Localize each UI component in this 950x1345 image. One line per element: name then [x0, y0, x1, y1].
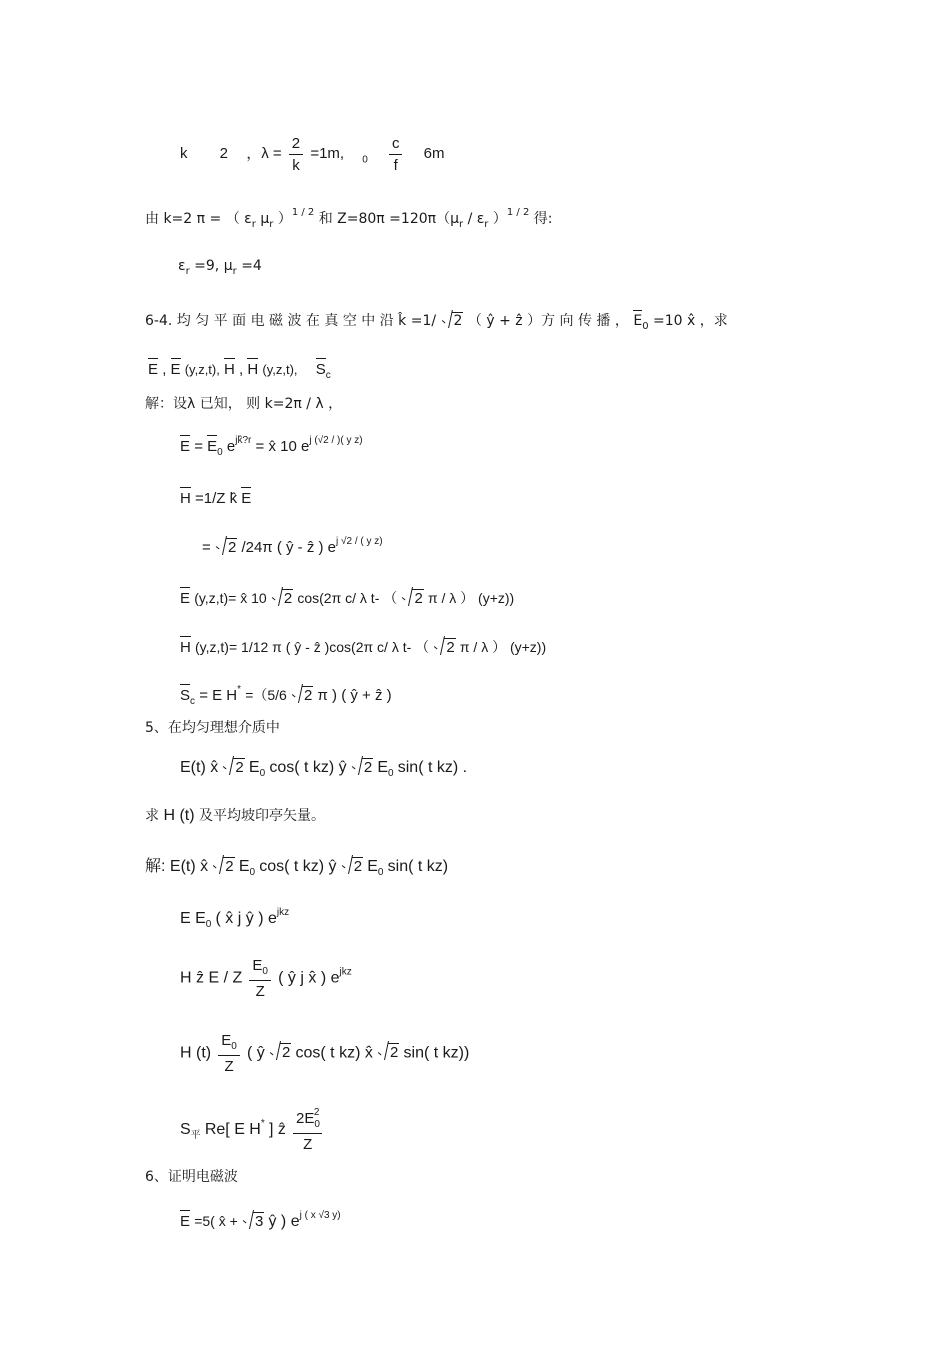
- text-segment: =4: [241, 258, 262, 274]
- sqrt: [215, 538, 237, 555]
- text-segment: 解: E(t) x̂: [145, 858, 209, 875]
- fraction-denominator: f: [393, 157, 398, 174]
- text-segment: ε: [178, 258, 186, 274]
- text-segment: (y,z,t)= 1/12 π ( ŷ - ẑ )cos(2π c/ λ t- （: [195, 639, 430, 655]
- text-segment: ] ẑ: [268, 1120, 286, 1138]
- line-2: [145, 208, 553, 230]
- section-heading: 5、在均匀理想介质中: [145, 720, 280, 736]
- text-segment: ,: [162, 361, 167, 378]
- sub-r: r: [185, 266, 190, 277]
- text-segment: (y,z,t),: [262, 362, 298, 377]
- line-16: [145, 857, 448, 878]
- vector-s: S: [180, 684, 190, 703]
- sup-half: 1 / 2: [506, 207, 530, 218]
- text-segment: Re[ E H: [204, 1120, 261, 1138]
- sqrt: [441, 312, 464, 328]
- text-segment: =5( x̂ +: [194, 1213, 238, 1229]
- sup-star: *: [260, 1117, 265, 1129]
- fraction-numerator: [218, 1033, 240, 1056]
- fraction-denominator: k: [292, 157, 300, 174]
- vector-e: E: [180, 435, 190, 454]
- text-segment: E(t) x̂: [180, 759, 219, 776]
- line-1: [180, 136, 445, 173]
- fraction-numerator: c: [389, 136, 403, 155]
- sub-c: c: [190, 696, 196, 707]
- sqrt: [222, 758, 244, 775]
- text-segment: cos(2π c/ λ t- （: [297, 590, 398, 606]
- vector-e: E: [171, 358, 181, 377]
- text-segment: ( ŷ: [247, 1044, 265, 1062]
- text-6m: 6m: [423, 145, 445, 163]
- fraction-2e0sq-over-z: [293, 1108, 322, 1152]
- text-segment: cos( t kz) x̂: [295, 1044, 373, 1062]
- exponent: jkz: [276, 907, 290, 918]
- sqrt: [341, 857, 363, 874]
- sub-zero: 0: [217, 447, 223, 458]
- text-segment: (y,z,t)= x̂ 10: [194, 590, 267, 606]
- sup-half: 1 / 2: [291, 207, 315, 218]
- fraction-2-over-k: [289, 136, 303, 173]
- text-segment: =: [202, 539, 211, 556]
- sup-two: 2: [313, 1107, 320, 1118]
- sub-zero: 0: [377, 867, 384, 878]
- exponent: jkz: [339, 966, 352, 978]
- text-segment: H ẑ E / Z: [180, 969, 243, 987]
- sqrt: [433, 638, 455, 655]
- text-segment: cos( t kz) ŷ: [259, 858, 337, 875]
- text-segment: sin( t kz)): [403, 1044, 470, 1062]
- text-segment: =: [194, 438, 203, 455]
- text-segment: S: [180, 1120, 191, 1138]
- exponent: j (√2 / )( y z): [309, 435, 363, 446]
- line-6: [145, 397, 342, 411]
- sub-ping: 平: [190, 1129, 201, 1141]
- line-3: [178, 259, 262, 277]
- sub-zero: 0: [262, 966, 268, 977]
- exponent: j √2 / ( y z): [336, 536, 383, 547]
- vector-h: H: [180, 487, 191, 506]
- sub-r: r: [269, 219, 274, 230]
- text-segment: =10 x̂ ，求: [653, 313, 728, 329]
- line-14: [180, 758, 467, 779]
- text-segment: 由 k=2 π = （ ε: [145, 211, 252, 227]
- sqrt: [351, 758, 373, 775]
- text-segment: 求: [145, 808, 164, 824]
- text-k: k: [180, 145, 188, 163]
- text-segment: E: [367, 858, 378, 875]
- text-segment: e: [226, 438, 236, 455]
- sqrt: [242, 1212, 264, 1229]
- text-segment: =（5/6: [245, 687, 287, 703]
- text-segment: (y,z,t),: [184, 362, 220, 377]
- vector-e: E: [148, 358, 158, 377]
- line-8: [180, 487, 251, 506]
- vector-s: S: [316, 358, 326, 377]
- line-17: [180, 908, 289, 930]
- line-4: [145, 310, 728, 332]
- vector-e: E: [207, 435, 217, 454]
- sqrt: [291, 686, 313, 703]
- vector-e: E: [180, 1210, 190, 1229]
- fraction-denominator: Z: [255, 983, 265, 1000]
- text-segment: E: [248, 759, 260, 776]
- vector-h: H: [247, 358, 258, 377]
- k-hat: k̂: [398, 313, 407, 329]
- radicand: 2: [453, 313, 463, 329]
- line-9: [202, 537, 383, 555]
- line-5: [148, 358, 331, 381]
- line-15: [145, 808, 325, 824]
- sqrt: [401, 589, 423, 606]
- text-segment: ( x̂ j ŷ ) e: [215, 910, 277, 927]
- text-segment: = E H: [199, 687, 238, 704]
- radicand: 2: [283, 590, 293, 607]
- text-segment: 和 Z=80π =120π（μ: [318, 211, 459, 227]
- fraction-numerator: [249, 958, 271, 981]
- radicand: 2: [281, 1044, 291, 1062]
- line-21: [145, 1170, 238, 1184]
- vector-e: E: [241, 487, 251, 506]
- fraction-numerator: 2: [289, 136, 303, 155]
- numerator-2e: 2E: [296, 1110, 315, 1127]
- fraction-denominator: Z: [303, 1136, 313, 1153]
- radicand: 2: [304, 687, 313, 704]
- sqrt: [212, 857, 234, 874]
- text-1m: =1m,: [310, 145, 345, 163]
- line-11: [180, 636, 546, 655]
- line-20: [180, 1108, 325, 1152]
- line-7: [180, 435, 363, 458]
- sub-zero: 0: [231, 1041, 237, 1052]
- line-22: [180, 1210, 341, 1230]
- line-19: [180, 1033, 469, 1074]
- numerator-e: E: [252, 957, 263, 974]
- line-13: [145, 721, 280, 735]
- sub-c: c: [325, 370, 331, 381]
- text-segment: ( ŷ j x̂ ) e: [278, 969, 340, 987]
- sqrt: [377, 1043, 399, 1060]
- sub-zero: 0: [205, 919, 212, 930]
- text-segment: sin( t kz) .: [397, 759, 468, 776]
- text-two: 2: [219, 145, 229, 163]
- line-10: [180, 587, 514, 606]
- sub-zero: 0: [388, 768, 394, 779]
- radicand: 2: [353, 858, 363, 875]
- fraction-numerator: [293, 1108, 322, 1134]
- fraction-e0-over-z: [218, 1033, 240, 1074]
- text-segment: =1/Z k̂: [195, 490, 242, 507]
- text-segment: ）: [492, 211, 507, 227]
- line-18: [180, 958, 352, 999]
- text-segment: ,: [239, 361, 244, 378]
- text-segment: π / λ ） (y+z)): [459, 639, 547, 655]
- vector-e: E: [633, 310, 642, 328]
- exponent: jk̂?r: [235, 435, 252, 446]
- text-segment: cos( t kz) ŷ: [269, 759, 347, 776]
- text-segment: = x̂ 10 e: [255, 438, 310, 455]
- text-segment: （ ŷ + ẑ ）方 向 传 播 ，: [467, 313, 629, 329]
- text-segment: 6-4. 均 匀 平 面 电 磁 波 在 真 空 中 沿: [145, 313, 394, 329]
- text-segment: sin( t kz): [387, 858, 449, 875]
- text-segment: /24π ( ŷ - ẑ ) e: [241, 539, 336, 556]
- sqrt: [271, 589, 293, 606]
- text-segment: ）: [277, 211, 292, 227]
- text-lambda: ，λ =: [246, 145, 282, 163]
- text-segment: π ) ( ŷ + ẑ ): [317, 687, 392, 704]
- radicand: 2: [227, 539, 237, 556]
- radicand: 2: [446, 639, 455, 656]
- vector-h: H: [180, 636, 191, 655]
- radicand: 2: [225, 858, 234, 875]
- text-segment: =9, μ: [194, 258, 233, 274]
- numerator-e: E: [221, 1032, 232, 1049]
- radicand: 2: [235, 759, 244, 776]
- text-segment: E: [238, 858, 250, 875]
- sub-zero: 0: [314, 1119, 320, 1130]
- sub-r: r: [251, 219, 256, 230]
- text-segment: E: [377, 759, 389, 776]
- radicand: 2: [390, 1044, 399, 1062]
- fraction-e0-over-z: [249, 958, 271, 999]
- sub-r: r: [484, 219, 489, 230]
- fraction-denominator: Z: [224, 1058, 234, 1075]
- text-segment: ŷ ) e: [268, 1213, 300, 1230]
- text-segment: / ε: [467, 211, 485, 227]
- text-segment: H (t): [163, 807, 195, 824]
- text-segment: μ: [260, 211, 270, 227]
- sup-star: *: [237, 684, 242, 695]
- sub-zero: 0: [642, 321, 649, 332]
- sub-zero: 0: [259, 768, 266, 779]
- vector-h: H: [224, 358, 235, 377]
- sub-r: r: [458, 219, 464, 230]
- sub-zero: 0: [362, 154, 368, 166]
- exponent: j ( x √3 y): [299, 1210, 341, 1221]
- vector-e: E: [180, 587, 190, 606]
- radicand: 2: [363, 759, 373, 776]
- sub-r: r: [232, 266, 237, 277]
- text-segment: H (t): [180, 1044, 212, 1062]
- sqrt: [269, 1043, 291, 1060]
- text-segment: π / λ ） (y+z)): [427, 590, 515, 606]
- fraction-c-over-f: [389, 136, 403, 173]
- text-segment: =1/: [410, 313, 437, 329]
- sub-zero: 0: [249, 867, 256, 878]
- text-segment: 解：设λ 已知， 则 k=2π / λ ，: [145, 396, 343, 412]
- radicand: 3: [254, 1213, 264, 1230]
- text-segment: 及平均坡印亭矢量。: [194, 808, 326, 824]
- radicand: 2: [414, 590, 423, 607]
- text-segment: 得:: [533, 211, 553, 227]
- text-segment: E E: [180, 910, 206, 927]
- section-heading: 6、证明电磁波: [145, 1169, 238, 1185]
- line-12: [180, 684, 392, 707]
